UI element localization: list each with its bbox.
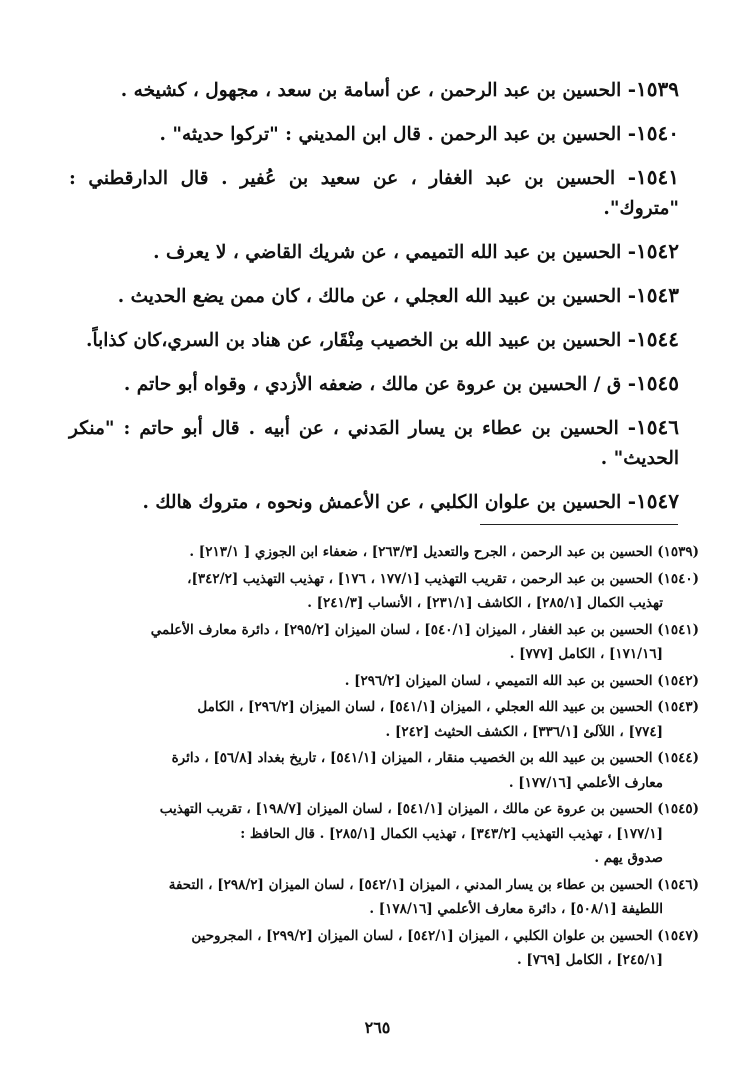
footnote-text: الحسين بن عبد الغفار ، الميزان [٥٤٠/١] ، لسان الميزان [٢٩٥/٢] ، دائرة معارف الأعلمي (150, 621, 653, 638)
entry-text: الحسين بن عبد الله التميمي ، عن شريك القاضي ، لا يعرف . (153, 242, 622, 263)
entry-number: ١٥٤٧- (627, 489, 679, 513)
footnote-number: (١٥٤١) (657, 621, 699, 638)
footnote-text: الحسين بن علوان الكلبي ، الميزان [٥٤٢/١] ، لسان الميزان [٢٩٩/٢] ، المجروحين (191, 927, 653, 944)
entry-number: ١٥٤٥- (627, 371, 679, 395)
footnote-1539 (54, 540, 699, 565)
footnote-1546 (54, 873, 699, 922)
footnote-1545 (54, 797, 699, 871)
footnote-number: (١٥٤٦) (657, 876, 699, 893)
entry-number: ١٥٤٤- (627, 327, 679, 351)
footnote-number: (١٥٤٥) (657, 801, 699, 817)
entry-number: ١٥٤٦- (627, 415, 679, 439)
footnote-continuation: معارف الأعلمي [١٧٧/١٦] . (508, 774, 663, 791)
footnote-1547 (54, 924, 699, 973)
footnote-text: الحسين بن عبيد الله العجلي ، الميزان [٥٤١/١] ، لسان الميزان [٢٩٦/٢] ، الكامل (197, 699, 653, 715)
footnote-number: (١٥٤٢) (657, 672, 699, 689)
footnote-1543 (54, 695, 699, 744)
entry-text: ق / الحسين بن عروة عن مالك ، ضعفه الأزدي ، وقواه أبو حاتم . (123, 374, 622, 395)
footnote-text: الحسين بن عبد الرحمن ، الجرح والتعديل [٢٦٣/٣] ، ضعفاء ابن الجوزي [ ٢١٣/١] . (189, 544, 653, 560)
footnote-number: (١٥٤٣) (657, 699, 699, 715)
footnote-text: الحسين بن عبد الله التميمي ، لسان الميزان [٢٩٦/٢] . (344, 672, 653, 689)
footnote-1542 (54, 669, 699, 694)
entry-1545 (69, 368, 679, 400)
entry-text: الحسين بن عطاء بن يسار المَدني ، عن أبيه . قال أبو حاتم : "منكر الحديث" . (69, 418, 679, 469)
footnote-text: الحسين بن عبيد الله بن الخصيب منقار ، الميزان [٥٤١/١] ، تاريخ بغداد [٥٦/٨] ، دائرة (171, 750, 653, 766)
footnote-continuation-2: صدوق يهم . (594, 850, 663, 866)
entry-1542 (69, 236, 679, 268)
entry-1540 (69, 118, 679, 150)
entry-1547 (69, 486, 679, 518)
footnote-text: الحسين بن عبد الرحمن ، تقريب التهذيب [١٧٧/١ ، ١٧٦] ، تهذيب التهذيب [٣٤٢/٢]، (187, 570, 653, 587)
main-entries (69, 74, 679, 530)
footnote-continuation: [١٧٧/١] ، تهذيب التهذيب [٣٤٣/٢] ، تهذيب الكمال [٢٨٥/١] . قال الحافظ : (240, 825, 663, 842)
entry-text: الحسين بن عبيد الله بن الخصيب مِنْقَار، عن هناد بن السري،كان كذاباً. (86, 330, 622, 351)
footnote-separator (480, 524, 678, 525)
footnote-text: الحسين بن عروة عن مالك ، الميزان [٥٤١/١] ، لسان الميزان [١٩٨/٧] ، تقريب التهذيب (159, 801, 653, 817)
footnote-1544 (54, 746, 699, 795)
entry-1543 (69, 280, 679, 312)
footnote-continuation: [١٧١/١٦] ، الكامل [٧٧٧] . (509, 646, 663, 662)
footnote-continuation: [٧٧٤] ، اللآلئ [٣٣٦/١] ، الكشف الحثيث [٢٤٢] . (385, 723, 663, 740)
footnote-1541 (54, 618, 699, 667)
entry-1546 (69, 412, 679, 474)
entry-number: ١٥٤٢- (627, 239, 679, 263)
entry-number: ١٥٤١- (627, 165, 679, 189)
entry-text: الحسين بن عبد الغفار ، عن سعيد بن عُفير . قال الدارقطني : "متروك". (69, 168, 679, 219)
entry-text: الحسين بن علوان الكلبي ، عن الأعمش ونحوه ، متروك هالك . (142, 492, 622, 513)
footnote-continuation: [٢٤٥/١] ، الكامل [٧٦٩] . (516, 952, 663, 968)
entry-text: الحسين بن عبيد الله العجلي ، عن مالك ، كان ممن يضع الحديث . (117, 286, 622, 307)
page-number: ٢٦٥ (364, 1018, 391, 1037)
footnote-number: (١٥٤٧) (657, 927, 699, 944)
footnote-1540 (54, 567, 699, 616)
entry-text: الحسين بن عبد الرحمن . قال ابن المديني : "تركوا حديثه" . (159, 124, 622, 145)
entry-number: ١٥٣٩- (627, 77, 679, 101)
entry-text: الحسين بن عبد الرحمن ، عن أسامة بن سعد ، مجهول ، كشيخه . (120, 80, 622, 101)
footnotes (54, 540, 699, 975)
footnote-number: (١٥٣٩) (657, 544, 699, 560)
entry-number: ١٥٤٠- (627, 121, 679, 145)
footnote-number: (١٥٤٠) (657, 570, 699, 587)
footnote-continuation: اللطيفة [٥٠٨/١] ، دائرة معارف الأعلمي [١٧٨/١٦] . (369, 901, 663, 917)
entry-1544 (69, 324, 679, 356)
entry-number: ١٥٤٣- (627, 283, 679, 307)
footnote-continuation: تهذيب الكمال [٢٨٥/١] ، الكاشف [٢٣١/١] ، الأنساب [٢٤١/٣] . (307, 595, 663, 611)
entry-1539 (69, 74, 679, 106)
footnote-number: (١٥٤٤) (657, 750, 699, 766)
footnote-text: الحسين بن عطاء بن يسار المدني ، الميزان [٥٤٢/١] ، لسان الميزان [٢٩٨/٢] ، التحفة (168, 876, 653, 893)
entry-1541 (69, 162, 679, 224)
